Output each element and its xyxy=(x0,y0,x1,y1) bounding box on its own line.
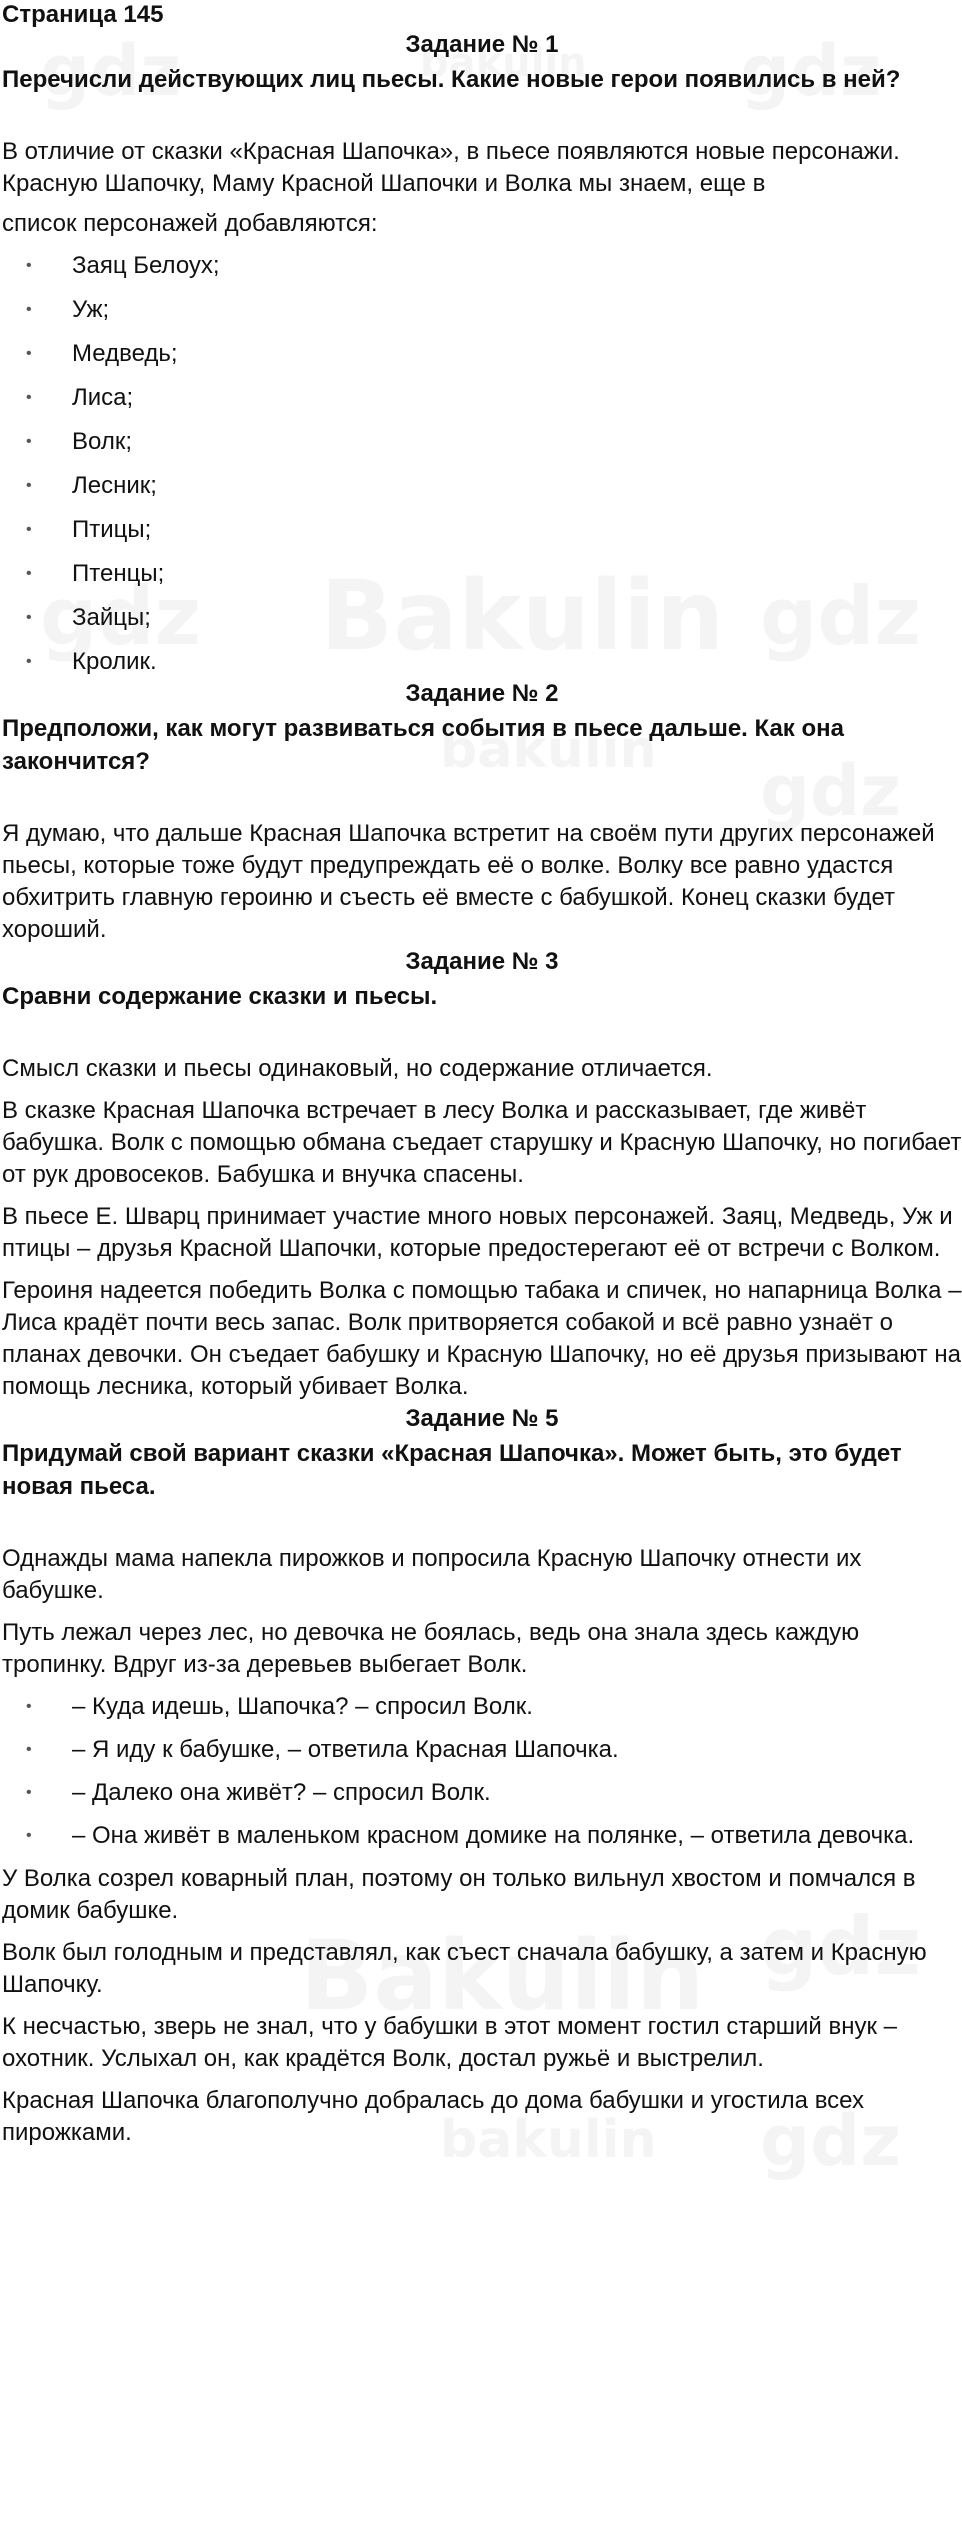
page-header: Страница 145 xyxy=(2,1,164,28)
bullet-icon: • xyxy=(26,1827,32,1844)
task-5-question: Придумай свой вариант сказки «Красная Шапочка». Может быть, это будет новая пьеса. xyxy=(2,1440,902,1500)
task-1-paragraph: список персонажей добавляются: xyxy=(2,210,378,237)
list-item-text: Птицы; xyxy=(72,516,152,543)
answer-spacer xyxy=(2,1503,962,1543)
task-5-paragraph: Путь лежал через лес, но девочка не боялась, ведь она знала здесь каждую тропинку. Вдруг из-за деревьев выбегает Волк. xyxy=(2,1619,860,1678)
bullet-icon: • xyxy=(26,1784,32,1801)
list-item-text: Птенцы; xyxy=(72,560,165,587)
task-1-paragraph: В отличие от сказки «Красная Шапочка», в пьесе появляются новые персонажи. Красную Шапочку, Маму Красной Шапочки и Волка мы знаем, еще в xyxy=(2,138,900,197)
dialog-line: – Она живёт в маленьком красном домике на полянке, – ответила девочка. xyxy=(72,1822,915,1849)
list-item xyxy=(2,1820,962,1852)
list-item-text: Медведь; xyxy=(72,340,178,367)
task-1-question: Перечисли действующих лиц пьесы. Какие новые герои появились в ней? xyxy=(2,66,901,93)
task-3-paragraph: В сказке Красная Шапочка встречает в лесу Волка и рассказывает, где живёт бабушка. Волк с помощью обмана съедает старушку и Красную Шапочку, но погибает от рук дровосеков. Бабушка и внучка спасены. xyxy=(2,1097,962,1188)
list-item-text: Заяц Белоух; xyxy=(72,252,220,279)
list-item xyxy=(2,426,962,458)
list-item-text: Волк; xyxy=(72,428,132,455)
task-5-section xyxy=(2,1403,962,2149)
task-2-section xyxy=(2,678,962,946)
answer-spacer xyxy=(2,1013,962,1053)
task-3-paragraph: В пьесе Е. Шварц принимает участие много новых персонажей. Заяц, Медведь, Уж и птицы – друзья Красной Шапочки, которые предостерегают её от встречи с Волком. xyxy=(2,1203,953,1262)
dialog-list xyxy=(2,1691,962,1852)
bullet-icon: • xyxy=(26,1698,32,1715)
task-1-section xyxy=(2,29,962,678)
bullet-icon: • xyxy=(26,257,32,274)
bullet-icon: • xyxy=(26,433,32,450)
list-item xyxy=(2,1777,962,1809)
task-3-section xyxy=(2,946,962,1403)
bullet-icon: • xyxy=(26,301,32,318)
bullet-icon: • xyxy=(26,521,32,538)
dialog-line: – Далеко она живёт? – спросил Волк. xyxy=(72,1779,491,1806)
bullet-icon: • xyxy=(26,609,32,626)
list-item-text: Зайцы; xyxy=(72,604,151,631)
list-item xyxy=(2,558,962,590)
list-item xyxy=(2,602,962,634)
dialog-line: – Я иду к бабушке, – ответила Красная Шапочка. xyxy=(72,1736,619,1763)
bullet-icon: • xyxy=(26,389,32,406)
list-item xyxy=(2,338,962,370)
list-item-text: Лиса; xyxy=(72,384,134,411)
dialog-line: – Куда идешь, Шапочка? – спросил Волк. xyxy=(72,1693,533,1720)
list-item xyxy=(2,294,962,326)
list-item xyxy=(2,1691,962,1723)
answer-spacer xyxy=(2,96,962,136)
list-item xyxy=(2,382,962,414)
bullet-icon: • xyxy=(26,565,32,582)
task-3-question: Сравни содержание сказки и пьесы. xyxy=(2,983,438,1010)
task-5-paragraph: У Волка созрел коварный план, поэтому он только вильнул хвостом и помчался в домик бабушке. xyxy=(2,1865,916,1924)
task-3-paragraph: Смысл сказки и пьесы одинаковый, но содержание отличается. xyxy=(2,1055,713,1082)
bullet-icon: • xyxy=(26,345,32,362)
list-item xyxy=(2,514,962,546)
bullet-icon: • xyxy=(26,653,32,670)
task-2-question: Предположи, как могут развиваться события в пьесе дальше. Как она закончится? xyxy=(2,715,844,775)
list-item xyxy=(2,250,962,282)
task-3-paragraph: Героиня надеется победить Волка с помощью табака и спичек, но напарница Волка – Лиса крадёт почти весь запас. Волк притворяется собакой и всё равно узнаёт о планах девочки. Он съедает бабушку и Красную Шапочку, но её друзья призывают на помощь лесника, который убивает Волка. xyxy=(2,1277,962,1400)
task-2-title: Задание № 2 xyxy=(405,680,559,707)
list-item xyxy=(2,1734,962,1766)
task-5-title: Задание № 5 xyxy=(405,1405,559,1432)
list-item-text: Уж; xyxy=(72,296,110,323)
task-5-paragraph: Однажды мама напекла пирожков и попросила Красную Шапочку отнести их бабушке. xyxy=(2,1545,862,1604)
answer-spacer xyxy=(2,778,962,818)
list-item-text: Лесник; xyxy=(72,472,157,499)
task-5-paragraph: Волк был голодным и представлял, как съест сначала бабушку, а затем и Красную Шапочку. xyxy=(2,1939,927,1998)
bullet-icon: • xyxy=(26,477,32,494)
task-2-paragraph: Я думаю, что дальше Красная Шапочка встретит на своём пути других персонажей пьесы, которые тоже будут предупреждать её о волке. Волку все равно удастся обхитрить главную героиню и съесть её вместе с бабушкой. Конец сказки будет хороший. xyxy=(2,820,935,943)
task-1-title: Задание № 1 xyxy=(405,31,559,58)
characters-list xyxy=(2,250,962,678)
list-item xyxy=(2,470,962,502)
bullet-icon: • xyxy=(26,1741,32,1758)
list-item xyxy=(2,646,962,678)
list-item-text: Кролик. xyxy=(72,648,157,675)
task-5-paragraph: Красная Шапочка благополучно добралась до дома бабушки и угостила всех пирожками. xyxy=(2,2087,864,2146)
task-3-title: Задание № 3 xyxy=(405,948,559,975)
task-5-paragraph: К несчастью, зверь не знал, что у бабушки в этот момент гостил старший внук – охотник. Услыхал он, как крадётся Волк, достал ружьё и выстрелил. xyxy=(2,2013,897,2072)
